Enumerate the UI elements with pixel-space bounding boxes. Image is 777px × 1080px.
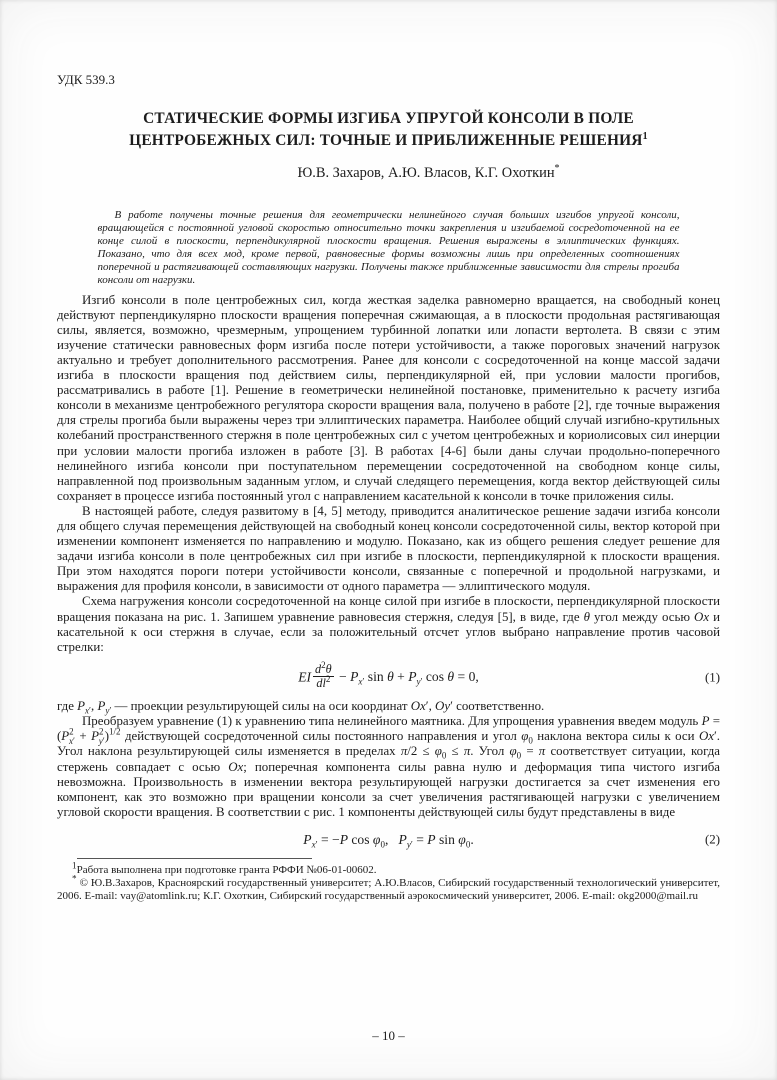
authors-line	[97, 164, 760, 182]
abstract: В работе получены точные решения для геометрически нелинейного случая больших изгибов упругой консоли, вращающейся с постоянной угловой скоростью относительно точки закрепления и изгибаемой сосредоточенной на ее конце силой в плоскости, перпендикулярной плоскости вращения. Решения выражены в эллиптических функциях. Показано, что для всех мод, кроме первой, равновесные формы возможны лишь при определенных соотношениях поперечной и растягивающей составляющих нагрузки. Получены также приближенные зависимости для стрелы прогиба консоли от нагрузки.	[97, 209, 680, 287]
authors-names: Ю.В. Захаров, А.Ю. Власов, К.Г. Охоткин	[297, 165, 555, 181]
footnote-rule	[77, 858, 312, 859]
equation-2	[57, 832, 720, 848]
authors-footnote-mark: *	[554, 163, 560, 175]
paragraph-2: В настоящей работе, следуя развитому в [4, 5] методу, приводится аналитическое решение задачи изгиба консоли для общего случая перемещения действующей на свободный конец консоли сосредоточенной силы, вектор которой при изменении компонент изменяется по направлению и модулю. Показано, как из общего решения следует решение для задачи изгиба консоли в поле центробежных сил при изгибе в плоскости, перпендикулярной к плоскости вращения. При этом находятся пороги потери устойчивости консоли, связанные с поперечной и продольной нагрузками, и выражения для профиля консоли, в зависимости от одного параметра — эллиптического модуля.	[57, 503, 720, 594]
equation-1-math	[298, 659, 479, 692]
equation-1-rest: − $P_{x'}$ $\sin \theta + P_{y'}$ cos θ = 0,	[335, 669, 479, 687]
paragraph-4: Преобразуем уравнение (1) к уравнению типа нелинейного маятника. Для упрощения уравнения введем модуль $P = (P^2_{x'} + P^2_{y'})^{1/2}$ действующей сосредоточенной силы постоянного направления и угол $\varphi_0$ наклона вектора силы к оси Ox′. Угол наклона результирующей силы изменяется в пределах $\pi/2 \le \varphi_0 \le \pi$. Угол $\varphi_0 = \pi$ соответствует ситуации, когда стержень совпадает с осью Ox; поперечная компонента силы равна нулю и деформация типа чистого изгиба невозможна. Произвольность в изменении вектора результирующей нагрузки достигается за счет изменения его компонент, как это возможно при вращении консоли за счет увеличения растягивающей нагрузки с увеличением угловой скорости вращения. В соответствии с рис. 1 компоненты действующей силы будут представлены в виде	[57, 714, 721, 819]
footnote-2: * © Ю.В.Захаров, Красноярский государственный университет; А.Ю.Власов, Сибирский государственный технологический университет, 2006. E-mail: vay@atomlink.ru; К.Г. Охоткин, Сибирский государственный аэрокосмический университет, 2006. E-mail: okg2000@mail.ru	[57, 873, 720, 903]
where-line: где $P_{x'}$, $P_{y'}$ — проекции результирующей силы на оси координат Ox′, Oy′ соответственно.	[57, 699, 545, 716]
paragraph-1: Изгиб консоли в поле центробежных сил, когда жесткая заделка равномерно вращается, на свободный конец действуют перпендикулярно плоскости вращения поперечная сжимающая, а в плоскости продольная растягивающая силы, является, возможно, чрезмерным, упрощением турбинной лопатки или лопасти вертолета. В связи с этим изучение статически равновесных форм изгиба после потери устойчивости, а также пороговых значений нагрузок актуально и требует дополнительного рассмотрения. Ранее для консоли с сосредоточенной на конце массой задачи изгиба в плоскости вращения под действием силы, перпендикулярной ей, при условии малости прогибов, рассматривались в работе [1]. Решение в геометрически нелинейной постановке, применительно к расчету изгиба консоли в механизме центробежного регулятора скорости вращения вала, получено в работе [2], где точные выражения для стрелы прогиба были выражены через три эллиптических параметра. Наиболее общий случай изгибно-крутильных колебаний пространственного стержня в поле центробежных сил с учетом центробежных и кориолисовых сил инерции при условии малости прогиба изложен в работе [3]. В работах [4-6] были даны случаи продольно-поперечного нелинейного изгиба консоли при поступательном перемещении сосредоточенной на свободном конце силы, направленной под произвольным заданным углом, и случай следящего перемещения, когда вектор действующей силы сохраняет в процессе изгиба постоянный угол с направлением касательной к консоли в точке приложения силы.	[57, 292, 720, 503]
paragraph-3: Схема нагружения консоли сосредоточенной на конце силой при изгибе в плоскости, перпендикулярной плоскости вращения показана на рис. 1. Запишем уравнение равновесия стержня, следуя [5], в виде, где θ угол между осью Ox и касательной к оси стержня в случае, если за положительный отсчет углов выбрано направление против часовой стрелки:	[57, 594, 721, 654]
footnote-1: $^1$Работа выполнена при подготовке гранта РФФИ №06-01-00602.	[72, 860, 377, 876]
equation-1-fraction	[313, 659, 334, 691]
equation-1-number: (1)	[704, 670, 720, 685]
udk-code: УДК 539.3	[57, 72, 115, 87]
equation-1	[57, 659, 720, 692]
page-number: – 10 –	[372, 1028, 405, 1043]
title-footnote-mark: 1	[642, 130, 648, 142]
equation-2-math: $P_{x'} = -P$ $\cos \varphi_0$, $P_{y'} = P$ $\sin \varphi_0$.	[303, 831, 474, 850]
article-body	[57, 293, 720, 848]
footnotes-block	[57, 858, 720, 904]
equation-2-number: (2)	[704, 832, 720, 847]
fraction-numerator: $d^2\theta$	[315, 659, 332, 676]
equation-1-pre: EI	[298, 669, 312, 685]
paper-title-line2: ЦЕНТРОБЕЖНЫХ СИЛ: ТОЧНЫЕ И ПРИБЛИЖЕННЫЕ РЕШЕНИЯ	[129, 132, 643, 149]
paper-title-line1: СТАТИЧЕСКИЕ ФОРМЫ ИЗГИБА УПРУГОЙ КОНСОЛИ В ПОЛЕ	[143, 110, 634, 127]
paper-title	[57, 108, 720, 152]
fraction-denominator: $dl^2$	[316, 674, 331, 691]
